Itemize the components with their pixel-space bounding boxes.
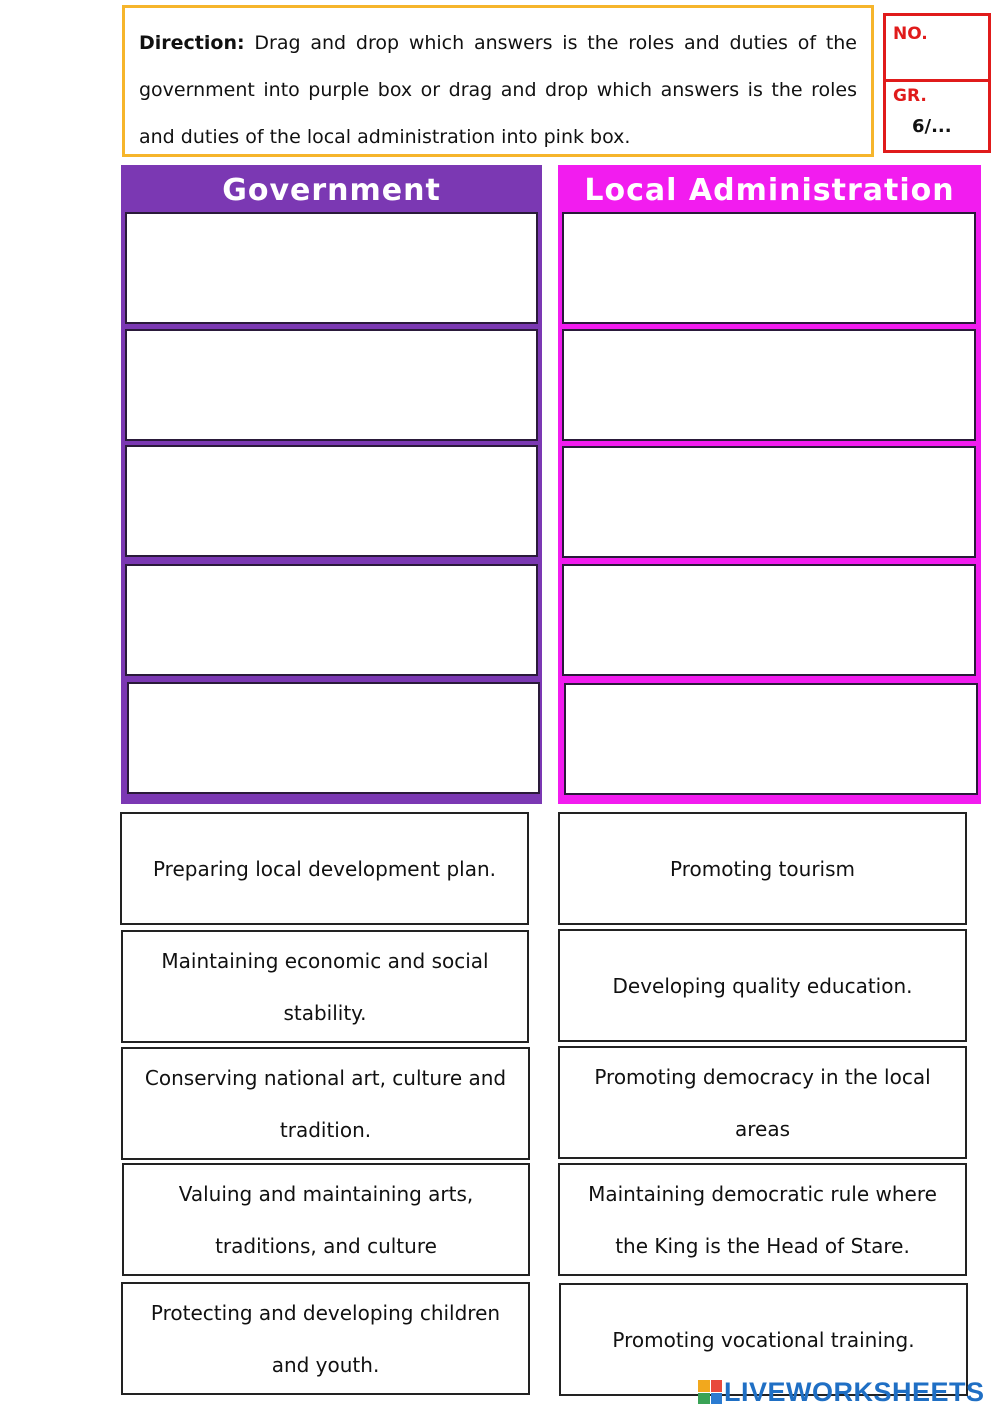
answer-card-text: Preparing local development plan.: [152, 856, 497, 881]
logo-mark-icon: [698, 1380, 722, 1404]
answer-card[interactable]: [121, 930, 529, 1043]
government-drop-slot-5[interactable]: [127, 682, 540, 794]
answer-card[interactable]: [120, 812, 529, 925]
local-drop-slot-1[interactable]: [562, 212, 976, 324]
government-title: Government: [222, 173, 441, 208]
local-administration-panel: [558, 165, 981, 804]
grade-box: [883, 82, 991, 153]
logo-text: LIVEWORKSHEETS: [724, 1376, 985, 1407]
direction-label: Direction:: [139, 32, 245, 54]
local-drop-slot-3[interactable]: [562, 446, 976, 558]
answer-card-text: Conserving national art, culture and tradition.: [144, 1065, 507, 1142]
grade-label: GR.: [893, 86, 927, 106]
answer-card-text: Promoting democracy in the local areas: [594, 1064, 931, 1141]
answer-card-text: Maintaining economic and social stability.: [161, 948, 489, 1025]
local-drop-slot-2[interactable]: [562, 329, 976, 441]
answer-card[interactable]: [558, 812, 967, 925]
local-drop-slot-5[interactable]: [564, 683, 978, 795]
government-drop-slot-4[interactable]: [125, 564, 538, 676]
local-drop-slot-4[interactable]: [562, 564, 976, 676]
answer-card-text: Promoting vocational training.: [612, 1327, 915, 1352]
government-panel: [121, 165, 542, 804]
answer-card-text: Developing quality education.: [612, 973, 913, 998]
answer-card[interactable]: [558, 1046, 967, 1159]
answer-card[interactable]: [558, 929, 967, 1042]
answer-card[interactable]: [121, 1282, 530, 1395]
direction-box: [122, 5, 874, 157]
number-label: NO.: [893, 24, 928, 44]
answer-card[interactable]: [121, 1047, 530, 1160]
answer-card-text: Valuing and maintaining arts, traditions, and culture: [178, 1181, 474, 1258]
number-box: [883, 13, 991, 82]
answer-card[interactable]: [122, 1163, 530, 1276]
answer-card[interactable]: [558, 1163, 967, 1276]
grade-value: 6/...: [912, 116, 952, 137]
local-administration-title: Local Administration: [584, 173, 955, 208]
answer-card-text: Promoting tourism: [669, 856, 855, 881]
government-drop-slot-2[interactable]: [125, 329, 538, 441]
answer-card-text: Protecting and developing children and youth.: [150, 1300, 501, 1377]
answer-card-text: Maintaining democratic rule where the King is the Head of Stare.: [588, 1181, 937, 1258]
direction-text: Drag and drop which answers is the roles and duties of the government into purple box or drag and drop which answers is the roles and duties of the local administration into pink box.: [139, 32, 857, 148]
government-drop-slot-1[interactable]: [125, 212, 538, 324]
government-drop-slot-3[interactable]: [125, 445, 538, 557]
liveworksheets-logo: [698, 1376, 994, 1408]
